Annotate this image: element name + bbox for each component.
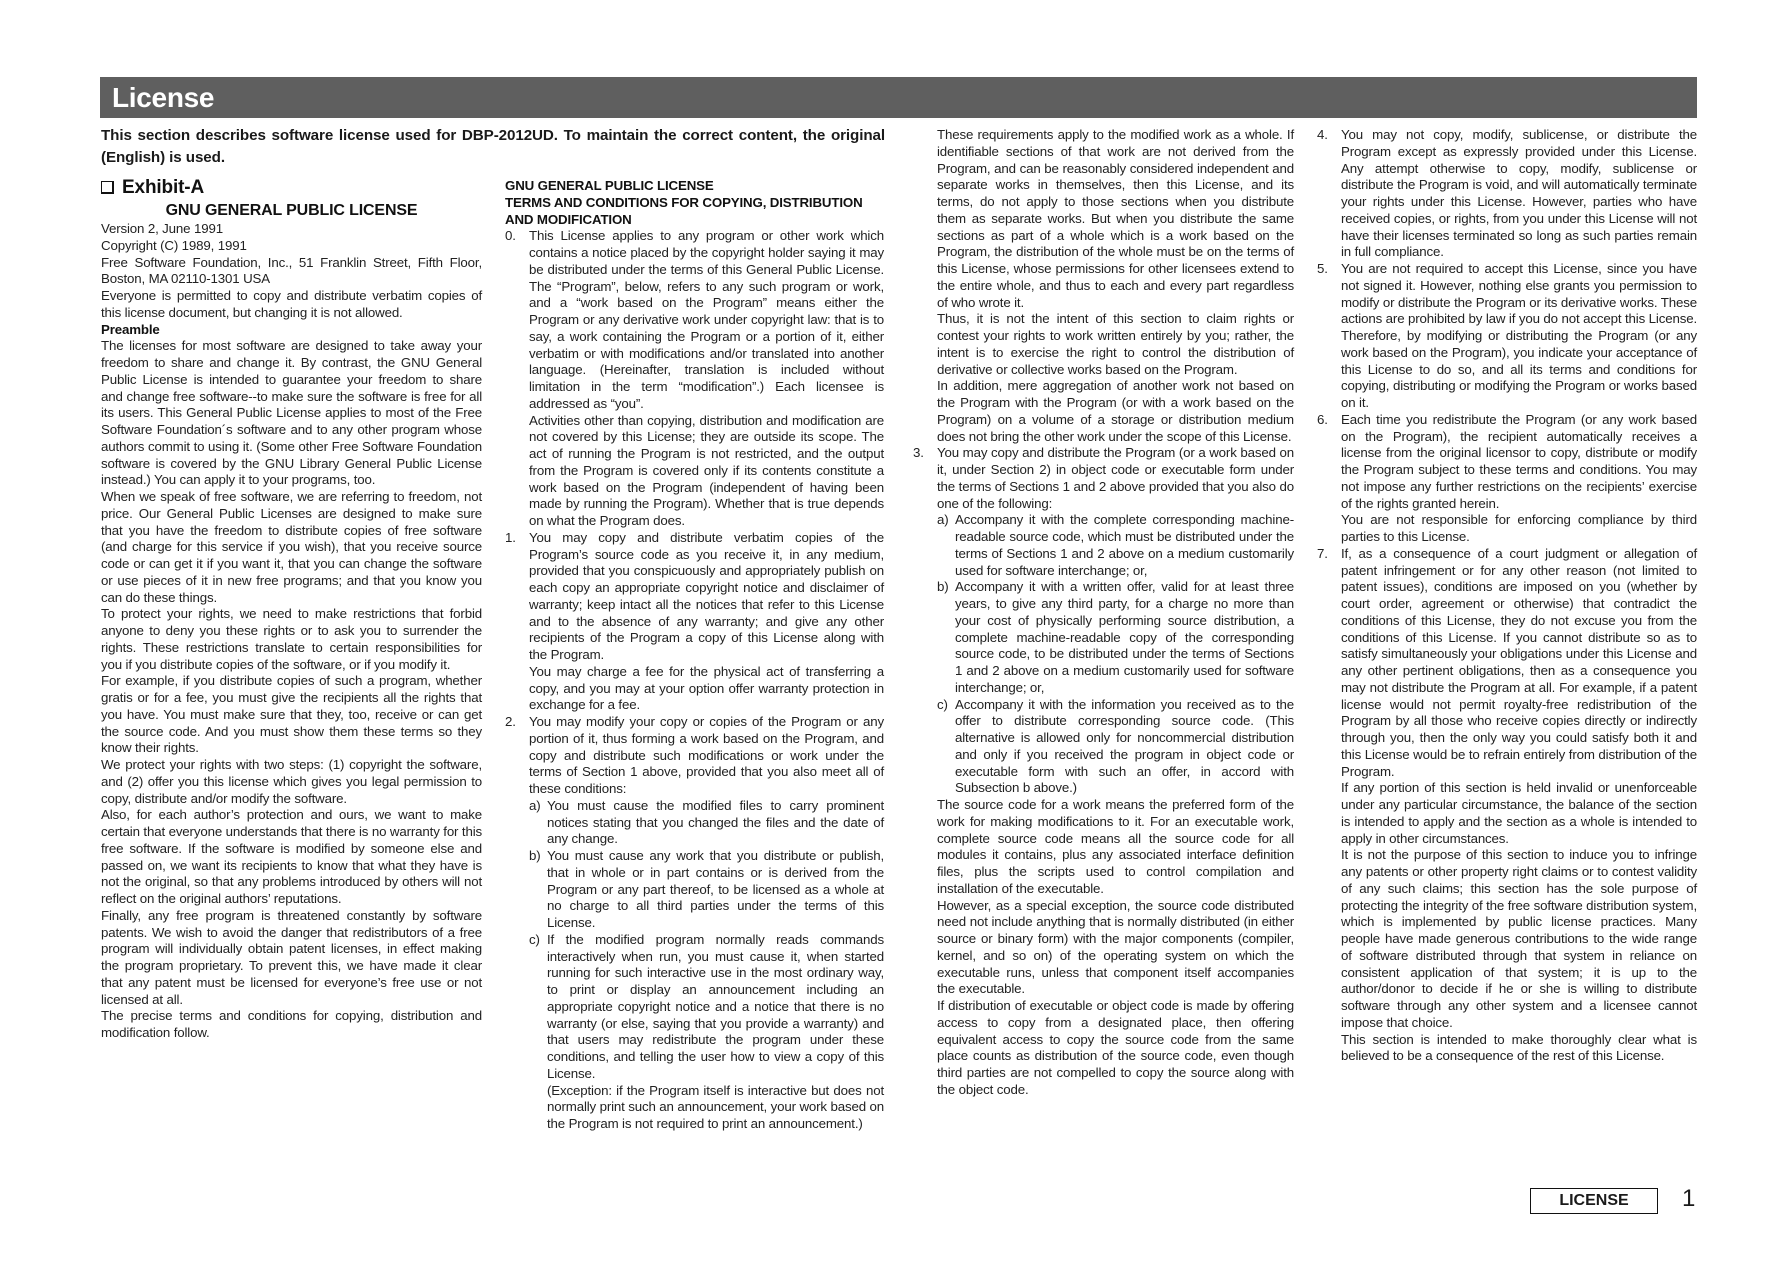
numbered-clause [1317,127,1697,261]
clause-text: If, as a consequence of a court judgment or allegation of patent infringement or for any other reason (not limited to patent issues), conditions are imposed on you (whether by court order, agreement or otherwise) that contradict the conditions of this License, they do not excuse you from the conditions of this License. If you cannot distribute so as to satisfy simultaneously your obligations under this License and any other pertinent obligations, then as a consequence you may not distribute the Program at all. For example, if a patent license would not permit royalty-free redistribution of the Program by all those who receive copies directly or indirectly through you, then the only way you could satisfy both it and this License would be to refrain entirely from distribution of the Program. [1341,545,1697,779]
paragraph: (Exception: if the Program itself is interactive but does not normally print such an announcement, your work based on the Program is not required to print an announcement.) [547,1082,884,1131]
sub-clause [505,848,884,932]
numbered-clause [1317,546,1697,781]
numbered-clause [505,530,884,664]
column-3 [913,127,1294,1099]
numbered-clause [505,228,884,412]
numbered-clause [505,714,884,798]
paragraph: To protect your rights, we need to make restrictions that forbid anyone to deny you these rights or to ask you to surrender the rights. These restrictions translate to certain responsibilities for you if you distribute copies of the software, or if you modify it. [101,606,482,672]
clause-text: Accompany it with the information you received as to the offer to distribute corresponding source code. (This alternative is allowed only for noncommercial distribution and only if you received the program in object code or executable form with such an offer, in accord with Subsection b above.) [955,696,1294,796]
clause-text: You are not required to accept this License, since you have not signed it. However, nothing else grants you permission to modify or distribute the Program or its derivative works. These actions are prohibited by law if you do not accept this License. Therefore, by modifying or distributing the Program (or any work based on the Program), you indicate your acceptance of this License to do so, and all its terms and conditions for copying, distributing or modifying the Program or works based on it. [1341,261,1697,410]
column-1 [101,176,482,1042]
clause-text: If the modified program normally reads commands interactively when run, you must cause it, when started running for such interactive use in the most ordinary way, to print or display an announcement including an appropriate copyright notice and a notice that there is no warranty (or else, saying that you provide a warranty) and that users may redistribute the program under these conditions, and telling the user how to view a copy of this License. [547,931,884,1081]
paragraph: The source code for a work means the preferred form of the work for making modifications to it. For an executable work, complete source code means all the source code for all modules it contains, plus any associated interface definition files, plus the scripts used to control compilation and installation of the executable. [937,797,1294,896]
section-header-bar [100,77,1697,118]
paragraph: We protect your rights with two steps: (1) copyright the software, and (2) offer you this license which gives you legal permission to copy, distribute and/or modify the software. [101,757,482,806]
paragraph: You are not responsible for enforcing compliance by third parties to this License. [1341,512,1697,544]
clause-marker: b) [529,848,541,863]
clause-marker: a) [529,797,541,813]
clause-marker: 4. [1317,127,1328,142]
clause-marker: c) [937,696,948,712]
clause-text: You must cause any work that you distribute or publish, that in whole or in part contains or is derived from the Program or any part thereof, to be licensed as a whole at no charge to all third parties under the terms of this License. [547,848,884,930]
section-heading: GNU GENERAL PUBLIC LICENSE [505,178,714,193]
column-2 [505,178,884,1133]
paragraph: Free Software Foundation, Inc., 51 Franklin Street, Fifth Floor, Boston, MA 02110-1301 USA [101,254,482,287]
preamble-heading: Preamble [101,321,160,337]
paragraph: Also, for each author’s protection and ours, we want to make certain that everyone understands that there is no warranty for this free software. If the software is modified by someone else and passed on, we want its recipients to know that what they have is not the original, so that any problems introduced by others will not reflect on the original authors’ reputations. [101,807,482,906]
sub-clause [913,512,1294,579]
footer-section-label: LICENSE [1530,1188,1658,1214]
paragraph: However, as a special exception, the source code distributed need not include anything that is normally distributed (in either source or binary form) with the major components (compiler, kernel, and so on) of the operating system on which the executable runs, unless that component itself accompanies the executable. [937,897,1294,997]
section-heading: TERMS AND CONDITIONS FOR COPYING, DISTRIBUTION AND MODIFICATION [505,194,863,227]
paragraph: You may charge a fee for the physical act of transferring a copy, and you may at your option offer warranty protection in exchange for a fee. [529,663,884,713]
paragraph: This section is intended to make thoroughly clear what is believed to be a consequence of the rest of this License. [1341,1031,1697,1064]
column-4 [1317,127,1697,1065]
sub-clause [913,579,1294,696]
clause-text: You may not copy, modify, sublicense, or distribute the Program except as expressly provided under this License. Any attempt otherwise to copy, modify, sublicense or distribute the Program is void, and will automatically terminate your rights under this License. However, parties who have received copies, or rights, from you under this License will not have their licenses terminated so long as such parties remain in full compliance. [1341,127,1697,260]
clause-marker: 5. [1317,261,1328,276]
paragraph: Everyone is permitted to copy and distribute verbatim copies of this license document, but changing it is not allowed. [101,288,482,320]
clause-marker: 3. [913,445,924,461]
clause-text: Accompany it with a written offer, valid for at least three years, to give any third party, for a charge no more than your cost of physically performing source distribution, a complete machine-readable copy of the corresponding source code, to be distributed under the terms of Sections 1 and 2 above on a medium customarily used for software interchange; or, [955,579,1294,695]
paragraph: When we speak of free software, we are referring to freedom, not price. Our General Public Licenses are designed to make sure that you have the freedom to distribute copies of free software (and charge for this service if you wish), that you receive source code or can get it if you want it, that you can change the software or use pieces of it in new free programs; and that you know you can do these things. [101,489,482,605]
clause-text: You may copy and distribute the Program (or a work based on it, under Section 2) in object code or executable form under the terms of Sections 1 and 2 above provided that you also do one of the following: [937,445,1294,511]
clause-text: This License applies to any program or other work which contains a notice placed by the copyright holder saying it may be distributed under the terms of this General Public License. The “Program”, below, refers to any such program or work, and a “work based on the Program” means either the Program or any derivative work under copyright law: that is to say, a work containing the Program or a portion of it, either verbatim or with modifications and/or translated into another language. (Hereinafter, translation is included without limitation in the term “modification”.) Each licensee is addressed as “you”. [529,228,884,411]
exhibit-heading [101,176,482,200]
clause-marker: b) [937,579,949,595]
clause-marker: c) [529,931,540,947]
clause-marker: a) [937,512,949,528]
paragraph: The precise terms and conditions for copying, distribution and modification follow. [101,1008,482,1040]
sub-clause [913,697,1294,798]
clause-marker: 0. [505,228,516,244]
paragraph: Activities other than copying, distribution and modification are not covered by this License; they are outside its scope. The act of running the Program is not restricted, and the output from the Program is covered only if its contents constitute a work based on the Program (independent of having been made by running the Program). Whether that is true depends on what the Program does. [529,412,884,528]
clause-text: You may modify your copy or copies of the Program or any portion of it, thus forming a work based on the Program, and copy and distribute such modifications or work under the terms of Section 1 above, provided that you also meet all of these conditions: [529,714,884,796]
clause-marker: 2. [505,714,516,729]
clause-marker: 6. [1317,411,1328,427]
page-number: 1 [1682,1185,1696,1212]
paragraph: In addition, mere aggregation of another work not based on the Program with the Program (or with a work based on the Program) on a volume of a storage or distribution medium does not bring the other work under the scope of this License. [937,378,1294,444]
paragraph: It is not the purpose of this section to induce you to infringe any patents or other property right claims or to contest validity of any such claims; this section has the sole purpose of protecting the integrity of the free software distribution system, which is implemented by public license practices. Many people have made generous contributions to the wide range of software distributed through that system in reliance on consistent application of that system; it is up to the author/donor to decide if he or she is willing to distribute software through any other system and a licensee cannot impose that choice. [1341,847,1697,1030]
checkbox-square-icon [101,181,114,194]
clause-text: Accompany it with the complete corresponding machine-readable source code, which must be distributed under the terms of Sections 1 and 2 above on a medium customarily used for software interchange; or, [955,512,1294,578]
paragraph: For example, if you distribute copies of such a program, whether gratis or for a fee, you must give the recipients all the rights that you have. You must make sure that they, too, receive or can get the source code. And you must show them these terms so they know their rights. [101,673,482,756]
numbered-clause [913,445,1294,512]
clause-text: Each time you redistribute the Program (or any work based on the Program), the recipient automatically receives a license from the original licensor to copy, distribute or modify the Program subject to these terms and conditions. You may not impose any further restrictions on the recipients’ exercise of the rights granted herein. [1341,411,1697,511]
sub-clause [505,932,884,1083]
intro-text: This section describes software license used for DBP-2012UD. To maintain the correct content, the original (English) is used. [101,127,885,166]
paragraph: These requirements apply to the modified work as a whole. If identifiable sections of that work are not derived from the Program, and can be reasonably considered independent and separate works in themselves, then this License, and its terms, do not apply to those sections when you distribute them as separate works. But when you distribute the same sections as part of a whole which is a work based on the Program, the distribution of the whole must be on the terms of this License, whose permissions for other licensees extend to the entire whole, and thus to each and every part regardless of who wrote it. [937,127,1294,310]
sub-clause [505,798,884,848]
paragraph: If distribution of executable or object code is made by offering access to copy from a designated place, then offering equivalent access to copy the source code from the same place counts as distribution of the source code, even though third parties are not compelled to copy the source along with the object code. [937,998,1294,1097]
paragraph: The licenses for most software are designed to take away your freedom to share and change it. By contrast, the GNU General Public License is intended to guarantee your freedom to share and change free software--to make sure the software is free for all its users. This General Public License applies to most of the Free Software Foundation´s software and to any other program whose authors commit to using it. (Some other Free Software Foundation software is covered by the GNU Library General Public License instead.) You can apply it to your programs, too. [101,338,482,488]
clause-text: You may copy and distribute verbatim copies of the Program’s source code as you receive it, in any medium, provided that you conspicuously and appropriately publish on each copy an appropriate copyright notice and disclaimer of warranty; keep intact all the notices that refer to this License and to the absence of any warranty; and give any other recipients of the Program a copy of this License along with the Program. [529,529,884,662]
paragraph: Version 2, June 1991 [101,221,223,236]
clause-marker: 1. [505,529,516,545]
numbered-clause [1317,261,1697,412]
paragraph: Finally, any free program is threatened constantly by software patents. We wish to avoid the danger that redistributors of a free program will individually obtain patent licenses, in effect making the program proprietary. To prevent this, we have made it clear that any patent must be licensed for everyone’s free use or not licensed at all. [101,907,482,1007]
paragraph: Thus, it is not the intent of this section to claim rights or contest your rights to work written entirely by you; rather, the intent is to exercise the right to control the distribution of derivative or collective works based on the Program. [937,311,1294,377]
numbered-clause [1317,412,1697,513]
clause-text: You must cause the modified files to carry prominent notices stating that you changed the files and the date of any change. [547,797,884,847]
license-title: GNU GENERAL PUBLIC LICENSE [165,202,418,219]
paragraph: If any portion of this section is held invalid or unenforceable under any particular circumstance, the balance of the section is intended to apply and the section as a whole is intended to apply in other circumstances. [1341,780,1697,846]
page-title: License [112,82,215,113]
paragraph: Copyright (C) 1989, 1991 [101,237,247,253]
clause-marker: 7. [1317,545,1328,561]
exhibit-label: Exhibit-A [122,177,205,198]
